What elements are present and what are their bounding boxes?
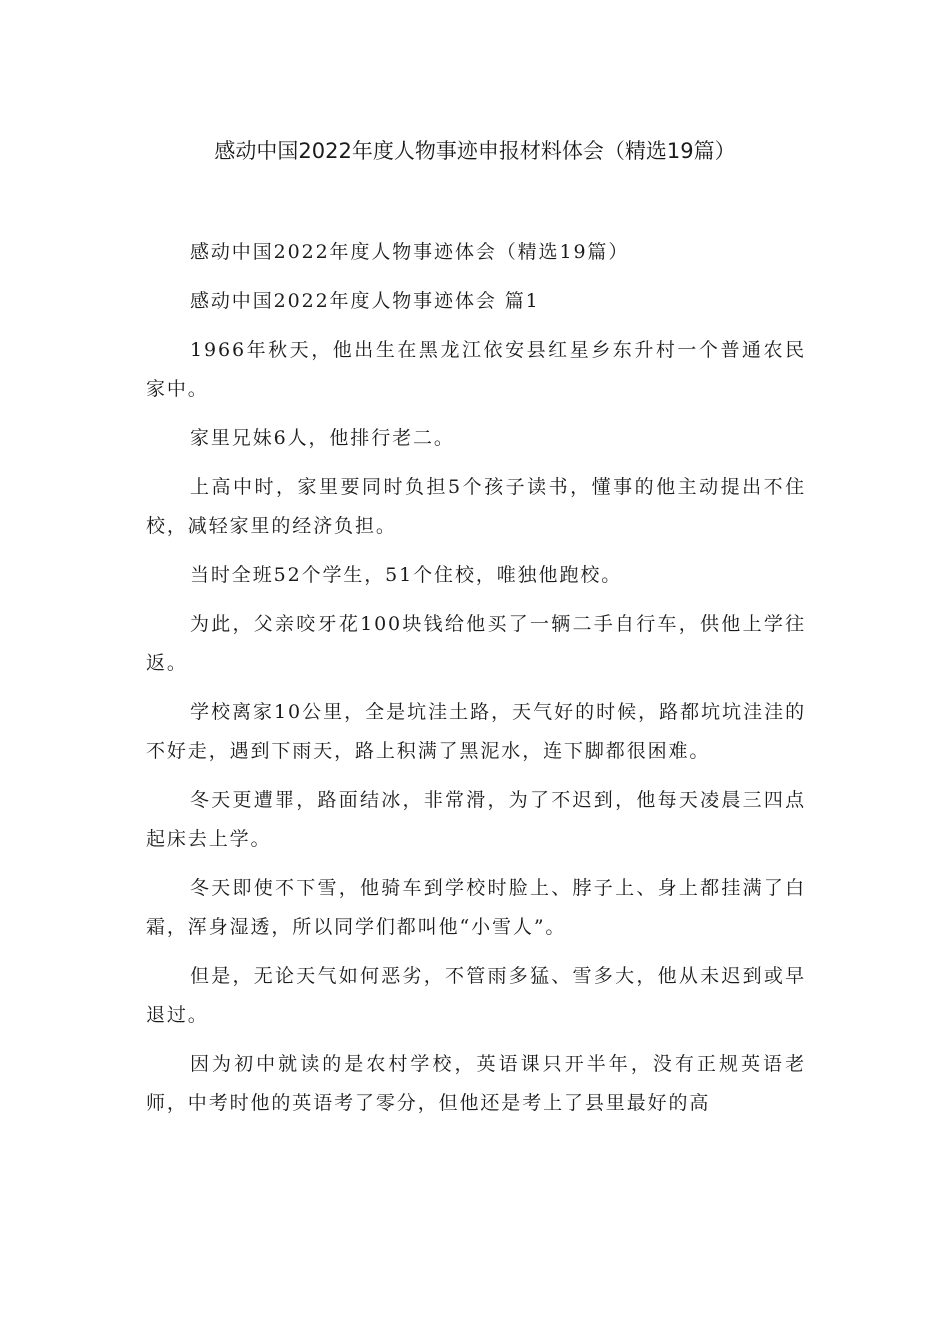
paragraph: 学校离家10公里，全是坑洼土路，天气好的时候，路都坑坑洼洼的不好走，遇到下雨天，路上积满了黑泥水，连下脚都很困难。 [146, 701, 806, 762]
document-title: 感动中国2022年度人物事迹申报材料体会（精选19篇） [214, 139, 736, 163]
paragraph: 冬天更遭罪，路面结冰，非常滑，为了不迟到，他每天凌晨三四点起床去上学。 [146, 789, 806, 850]
paragraph: 但是，无论天气如何恶劣，不管雨多猛、雪多大，他从未迟到或早退过。 [146, 965, 806, 1026]
paragraph: 上高中时，家里要同时负担5个孩子读书，懂事的他主动提出不住校，减轻家里的经济负担。 [146, 476, 806, 537]
paragraph: 1966年秋天，他出生在黑龙江依安县红星乡东升村一个普通农民家中。 [146, 339, 806, 400]
paragraph: 当时全班52个学生，51个住校，唯独他跑校。 [190, 564, 623, 586]
paragraph: 感动中国2022年度人物事迹体会（精选19篇） [190, 241, 630, 263]
paragraph: 因为初中就读的是农村学校，英语课只开半年，没有正规英语老师，中考时他的英语考了零分，但他还是考上了县里最好的高 [146, 1053, 806, 1114]
paragraph: 冬天即使不下雪，他骑车到学校时脸上、脖子上、身上都挂满了白霜，浑身湿透，所以同学们都叫他“小雪人”。 [146, 877, 806, 938]
paragraph: 为此，父亲咬牙花100块钱给他买了一辆二手自行车，供他上学往返。 [146, 613, 806, 674]
paragraph: 感动中国2022年度人物事迹体会 篇1 [190, 290, 540, 312]
paragraph: 家里兄妹6人，他排行老二。 [190, 427, 455, 449]
document-body [146, 233, 806, 1133]
